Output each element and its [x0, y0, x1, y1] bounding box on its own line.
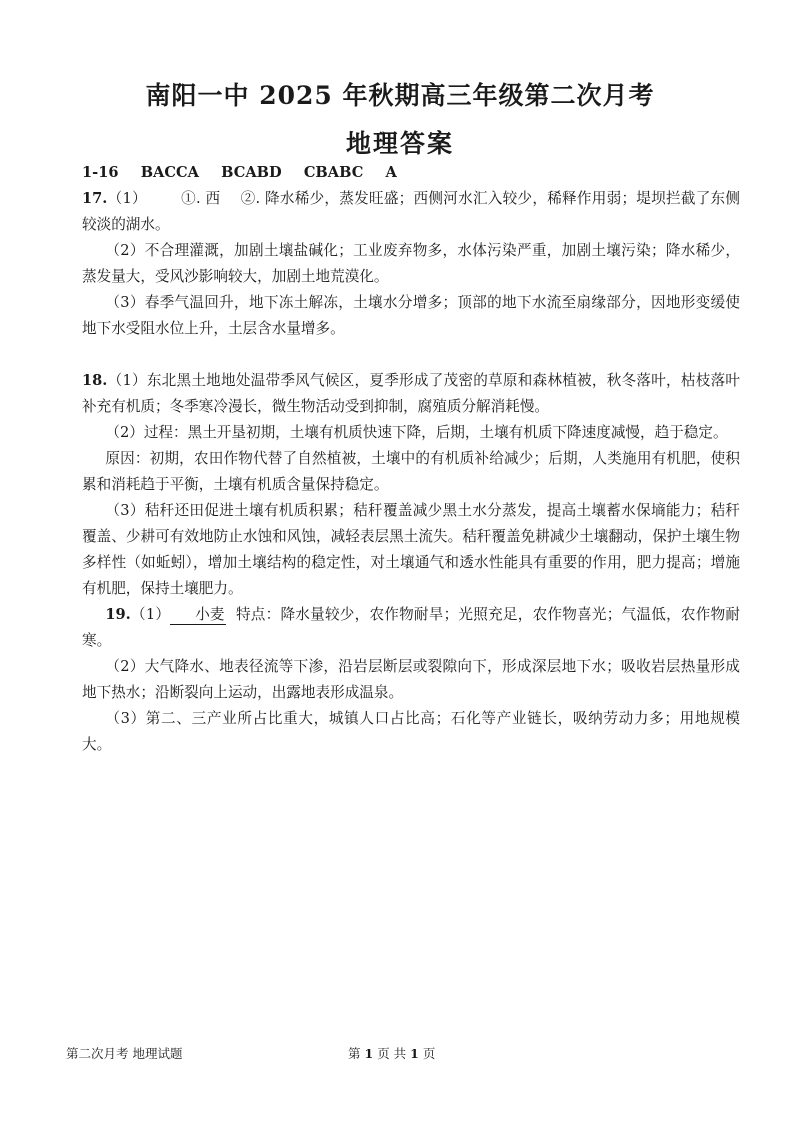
answer-content	[82, 160, 740, 758]
q17-number: 17.	[82, 190, 108, 207]
footer-page-mid: 页 共	[377, 1046, 407, 1061]
mc-group-2: BCABD	[221, 164, 282, 181]
q17-part2: （2）不合理灌溉，加剧土壤盐碱化；工业废弃物多，水体污染严重，加剧土壤污染；降水稀少，蒸发量大，受风沙影响较大，加剧土地荒漠化。	[82, 242, 740, 285]
exam-title: 南阳一中 2025 年秋期高三年级第二次月考	[145, 81, 655, 110]
q19-part2: （2）大气降水、地表径流等下渗，沿岩层断层或裂隙向下，形成深层地下水；吸收岩层热量形成地下热水；沿断裂向上运动，出露地表形成温泉。	[82, 658, 740, 701]
q17-part1-label: （1）	[107, 190, 147, 207]
q19-part1-text: 特点：降水量较少，农作物耐旱；光照充足，农作物喜光；气温低，农作物耐寒。	[82, 606, 740, 649]
footer-page-suffix: 页	[422, 1046, 436, 1061]
footer-total-pages: 1	[410, 1046, 419, 1061]
footer-page-prefix: 第	[348, 1046, 361, 1061]
q19-part1	[82, 602, 740, 654]
multiple-choice-answers	[82, 160, 740, 186]
q17-part3: （3）春季气温回升，地下冻土解冻，土壤水分增多；顶部的地下水流至扇缘部分，因地形变缓使地下水受阻水位上升，土层含水量增多。	[82, 294, 740, 337]
footer-exam-name: 第二次月考 地理试题	[66, 1046, 183, 1061]
q17-part1	[82, 186, 740, 238]
q18-part2-reason: 原因：初期，农田作物代替了自然植被，土壤中的有机质补给减少；后期，人类施用有机肥，使积累和消耗趋于平衡，土壤有机质含量保持稳定。	[82, 450, 740, 493]
q18-part1	[82, 368, 740, 420]
q19-crop-answer: 小麦	[170, 606, 226, 625]
mc-group-3: CBABC	[303, 164, 364, 181]
mc-range-label: 1-16	[82, 164, 119, 181]
q18-part2: （2）过程：黑土开垦初期，土壤有机质快速下降，后期，土壤有机质下降速度减慢，趋于稳定。	[105, 424, 728, 441]
q19-number: 19.	[105, 606, 131, 623]
answer-key-heading: 地理答案	[345, 129, 454, 158]
q17-part1-answer-a: ①. 西	[180, 190, 221, 207]
q19-part1-label: （1）	[130, 606, 171, 623]
q18-part3: （3）秸秆还田促进土壤有机质积累；秸秆覆盖减少黑土水分蒸发，提高土壤蓄水保墒能力；秸秆覆盖、少耕可有效地防止水蚀和风蚀，减轻表层黑土流失。秸秆覆盖免耕减少土壤翻动，保护土壤生物多样性（如蚯蚓），增加土壤结构的稳定性，对土壤通气和透水性能具有重要的作用，肥力提高；增施有机肥，保持土壤肥力。	[82, 502, 740, 597]
mc-group-1: BACCA	[140, 164, 199, 181]
footer-page-number: 1	[364, 1046, 374, 1061]
footer-page-info	[348, 1044, 435, 1062]
mc-group-4: A	[385, 164, 397, 181]
q17-part1-answer-b: ②. 降水稀少，蒸发旺盛；西侧河水汇入较少，稀释作用弱；堤坝拦截了东侧较淡的湖水。	[82, 190, 740, 233]
q18-number: 18.	[82, 372, 108, 389]
q19-part3: （3）第二、三产业所占比重大，城镇人口占比高；石化等产业链长，吸纳劳动力多；用地规模大。	[82, 710, 740, 753]
q18-part1-text: （1）东北黑土地地处温带季风气候区，夏季形成了茂密的草原和森林植被，秋冬落叶，枯枝落叶补充有机质；冬季寒冷漫长，微生物活动受到抑制，腐殖质分解消耗慢。	[82, 372, 740, 415]
